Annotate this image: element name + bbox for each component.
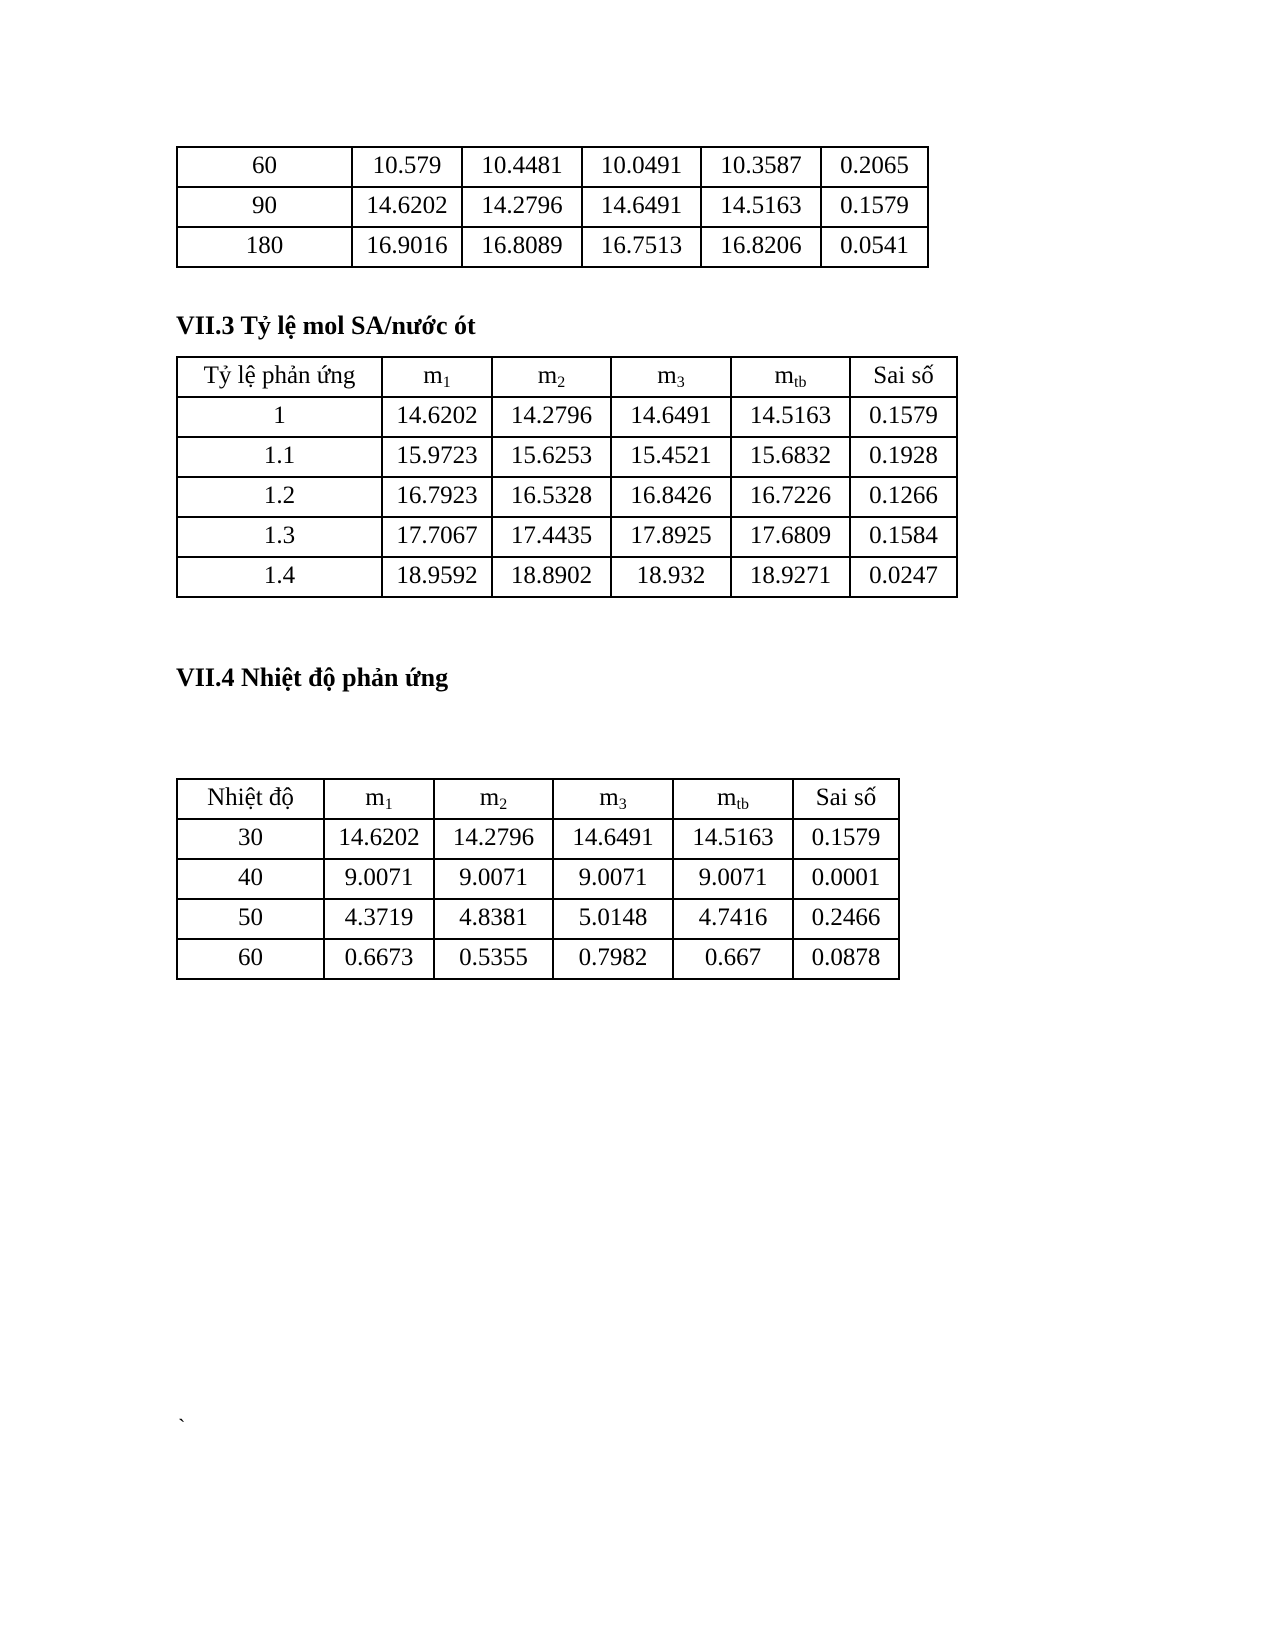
table-cell: 9.0071 <box>324 859 434 899</box>
table-cell: 15.4521 <box>611 437 731 477</box>
table-cell: 0.1579 <box>850 397 957 437</box>
table-row <box>177 187 928 227</box>
table-cell: 1.4 <box>177 557 382 597</box>
table-cell: 14.6202 <box>324 819 434 859</box>
table-cell: 14.6491 <box>553 819 673 859</box>
header-m1: $m_1$ <box>382 357 492 397</box>
table-cell: 16.5328 <box>492 477 611 517</box>
table-cell: 180 <box>177 227 352 267</box>
table-row <box>177 227 928 267</box>
table-row <box>177 859 899 899</box>
table-cell: 16.7226 <box>731 477 850 517</box>
table-cell: 5.0148 <box>553 899 673 939</box>
table-cell: 40 <box>177 859 324 899</box>
table-cell: 9.0071 <box>553 859 673 899</box>
table-cell: 14.6491 <box>611 397 731 437</box>
table-cell: 0.667 <box>673 939 793 979</box>
table-row <box>177 397 957 437</box>
table-cell: 14.6202 <box>382 397 492 437</box>
table-header-row <box>177 357 957 397</box>
table-cell: 18.9592 <box>382 557 492 597</box>
table-cell: 17.4435 <box>492 517 611 557</box>
table-row <box>177 147 928 187</box>
table-cell: 0.0541 <box>821 227 928 267</box>
table-cell: 16.7513 <box>582 227 701 267</box>
table-cell: 14.2796 <box>434 819 553 859</box>
table-cell: 10.579 <box>352 147 462 187</box>
table-row <box>177 477 957 517</box>
table-cell: 17.7067 <box>382 517 492 557</box>
section-heading-temperature: VII.4 Nhiệt độ phản ứng <box>176 663 449 692</box>
table-cell: 0.2065 <box>821 147 928 187</box>
table-cell: 16.8206 <box>701 227 821 267</box>
stray-mark: ` <box>178 1414 186 1439</box>
table-cell: 0.7982 <box>553 939 673 979</box>
table-cell: 17.6809 <box>731 517 850 557</box>
header-temperature: Nhiệt độ <box>177 779 324 819</box>
header-m2: $m_2$ <box>492 357 611 397</box>
table-cell: 16.8089 <box>462 227 582 267</box>
table-cell: 10.3587 <box>701 147 821 187</box>
table-cell: 0.0878 <box>793 939 899 979</box>
table-cell: 0.1579 <box>821 187 928 227</box>
table-cell: 1 <box>177 397 382 437</box>
header-ratio: Tỷ lệ phản ứng <box>177 357 382 397</box>
table-cell: 1.3 <box>177 517 382 557</box>
table-cell: 50 <box>177 899 324 939</box>
table-cell: 0.0001 <box>793 859 899 899</box>
table-row <box>177 557 957 597</box>
table-cell: 14.5163 <box>731 397 850 437</box>
table-cell: 16.7923 <box>382 477 492 517</box>
table-cell: 0.1579 <box>793 819 899 859</box>
table-cell: 15.9723 <box>382 437 492 477</box>
table-cell: 18.9271 <box>731 557 850 597</box>
header-m3: $m_3$ <box>553 779 673 819</box>
table-cell: 60 <box>177 939 324 979</box>
table-row <box>177 819 899 859</box>
table-cell: 16.9016 <box>352 227 462 267</box>
header-error: Sai số <box>793 779 899 819</box>
table-row <box>177 899 899 939</box>
table-cell: 0.2466 <box>793 899 899 939</box>
table-cell: 0.5355 <box>434 939 553 979</box>
header-m1: $m_1$ <box>324 779 434 819</box>
table-cell: 0.6673 <box>324 939 434 979</box>
table-row <box>177 437 957 477</box>
table-cell: 0.1266 <box>850 477 957 517</box>
table-cell: 4.7416 <box>673 899 793 939</box>
header-error: Sai số <box>850 357 957 397</box>
table-cell: 1.1 <box>177 437 382 477</box>
table-cell: 14.5163 <box>673 819 793 859</box>
table-cell: 18.8902 <box>492 557 611 597</box>
table-cell: 14.2796 <box>462 187 582 227</box>
header-m3: $m_3$ <box>611 357 731 397</box>
table-cell: 14.5163 <box>701 187 821 227</box>
table-cell: 30 <box>177 819 324 859</box>
table-cell: 9.0071 <box>673 859 793 899</box>
ratio-table <box>176 356 958 598</box>
table-cell: 14.6202 <box>352 187 462 227</box>
table-cell: 17.8925 <box>611 517 731 557</box>
header-mtb: $m_{tb}$ <box>673 779 793 819</box>
table-cell: 4.3719 <box>324 899 434 939</box>
table-cell: 9.0071 <box>434 859 553 899</box>
table-cell: 15.6253 <box>492 437 611 477</box>
section-heading-ratio: VII.3 Tỷ lệ mol SA/nước ót <box>176 311 476 340</box>
table-cell: 14.6491 <box>582 187 701 227</box>
table-cell: 1.2 <box>177 477 382 517</box>
table-cell: 0.1928 <box>850 437 957 477</box>
table-cell: 0.0247 <box>850 557 957 597</box>
table-row <box>177 939 899 979</box>
table-cell: 15.6832 <box>731 437 850 477</box>
table-row <box>177 517 957 557</box>
table-cell: 0.1584 <box>850 517 957 557</box>
table-cell: 14.2796 <box>492 397 611 437</box>
table-cell: 10.4481 <box>462 147 582 187</box>
table-cell: 18.932 <box>611 557 731 597</box>
table-cell: 16.8426 <box>611 477 731 517</box>
header-mtb: $m_{tb}$ <box>731 357 850 397</box>
table-cell: 90 <box>177 187 352 227</box>
table-cell: 10.0491 <box>582 147 701 187</box>
table-cell: 4.8381 <box>434 899 553 939</box>
temperature-table <box>176 778 900 980</box>
header-m2: $m_2$ <box>434 779 553 819</box>
time-table <box>176 146 929 268</box>
table-header-row <box>177 779 899 819</box>
table-cell: 60 <box>177 147 352 187</box>
